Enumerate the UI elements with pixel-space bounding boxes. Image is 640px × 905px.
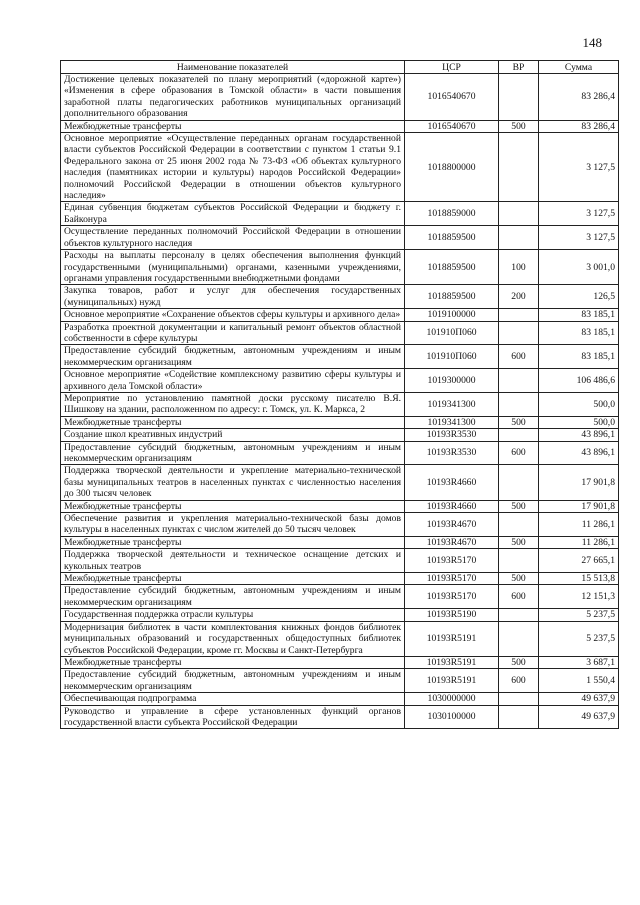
cell-vr xyxy=(499,133,539,202)
cell-sum: 3 127,5 xyxy=(539,133,619,202)
cell-vr xyxy=(499,549,539,573)
cell-sum: 83 286,4 xyxy=(539,74,619,121)
cell-vr: 600 xyxy=(499,669,539,693)
table-row xyxy=(61,392,619,416)
budget-table xyxy=(60,60,619,729)
header-name: Наименование показателей xyxy=(61,61,405,74)
cell-name: Поддержка творческой деятельности и укрепление материально-технической базы муниципальных театров в населенных пунктах с численностью населения до 300 тысяч человек xyxy=(61,465,405,500)
cell-csr: 1018859500 xyxy=(405,285,499,309)
cell-name: Государственная поддержка отрасли культуры xyxy=(61,609,405,621)
cell-vr xyxy=(499,429,539,441)
page-number: 148 xyxy=(582,35,602,50)
cell-name: Расходы на выплаты персоналу в целях обеспечения выполнения функций государственными (муниципальными) органами, казенными учреждениями, органами управления государственными внебюджетными фондами xyxy=(61,250,405,285)
cell-vr xyxy=(499,609,539,621)
header-sum: Сумма xyxy=(539,61,619,74)
cell-name: Закупка товаров, работ и услуг для обеспечения государственных (муниципальных) нужд xyxy=(61,285,405,309)
cell-csr: 101910П060 xyxy=(405,321,499,345)
cell-sum: 83 185,1 xyxy=(539,321,619,345)
cell-name: Единая субвенция бюджетам субъектов Российской Федерации и бюджету г. Байконура xyxy=(61,202,405,226)
table-row xyxy=(61,609,619,621)
cell-vr xyxy=(499,321,539,345)
cell-csr: 1018859500 xyxy=(405,250,499,285)
cell-csr: 10193R4670 xyxy=(405,536,499,548)
cell-vr: 600 xyxy=(499,441,539,465)
cell-vr: 600 xyxy=(499,585,539,609)
table-body xyxy=(61,74,619,729)
cell-name: Межбюджетные трансферты xyxy=(61,120,405,132)
cell-sum: 11 286,1 xyxy=(539,513,619,537)
cell-csr: 1018859500 xyxy=(405,226,499,250)
cell-vr: 500 xyxy=(499,656,539,668)
table-row xyxy=(61,621,619,656)
cell-name: Создание школ креативных индустрий xyxy=(61,429,405,441)
cell-vr xyxy=(499,513,539,537)
cell-csr: 10193R5191 xyxy=(405,621,499,656)
cell-vr: 500 xyxy=(499,120,539,132)
cell-csr: 1019100000 xyxy=(405,309,499,321)
cell-vr xyxy=(499,226,539,250)
cell-sum: 3 687,1 xyxy=(539,656,619,668)
cell-vr: 100 xyxy=(499,250,539,285)
header-csr: ЦСР xyxy=(405,61,499,74)
cell-csr: 1030000000 xyxy=(405,693,499,705)
table-row xyxy=(61,500,619,512)
cell-vr xyxy=(499,309,539,321)
cell-name: Осуществление переданных полномочий Российской Федерации в отношении объектов культурного наследия xyxy=(61,226,405,250)
table-row xyxy=(61,250,619,285)
cell-sum: 5 237,5 xyxy=(539,609,619,621)
table-row xyxy=(61,309,619,321)
cell-vr xyxy=(499,465,539,500)
cell-name: Поддержка творческой деятельности и техническое оснащение детских и кукольных театров xyxy=(61,549,405,573)
table-row xyxy=(61,202,619,226)
cell-name: Предоставление субсидий бюджетным, автономным учреждениям и иным некоммерческим организациям xyxy=(61,441,405,465)
cell-sum: 17 901,8 xyxy=(539,500,619,512)
table-row xyxy=(61,441,619,465)
cell-csr: 1018859000 xyxy=(405,202,499,226)
table-row xyxy=(61,513,619,537)
cell-sum: 12 151,3 xyxy=(539,585,619,609)
table-row xyxy=(61,321,619,345)
table-row xyxy=(61,585,619,609)
cell-sum: 3 001,0 xyxy=(539,250,619,285)
cell-csr: 1016540670 xyxy=(405,74,499,121)
cell-name: Разработка проектной документации и капитальный ремонт объектов областной собственности в сфере культуры xyxy=(61,321,405,345)
cell-csr: 10193R5191 xyxy=(405,669,499,693)
table-header-row xyxy=(61,61,619,74)
cell-name: Межбюджетные трансферты xyxy=(61,500,405,512)
cell-name: Обеспечение развития и укрепления материально-технической базы домов культуры в населенных пунктах с числом жителей до 50 тысяч человек xyxy=(61,513,405,537)
cell-sum: 3 127,5 xyxy=(539,202,619,226)
cell-vr xyxy=(499,392,539,416)
cell-vr: 500 xyxy=(499,500,539,512)
cell-sum: 5 237,5 xyxy=(539,621,619,656)
table-row xyxy=(61,416,619,428)
cell-name: Руководство и управление в сфере установленных функций органов государственной власти субъекта Российской Федерации xyxy=(61,705,405,729)
cell-name: Межбюджетные трансферты xyxy=(61,656,405,668)
cell-name: Межбюджетные трансферты xyxy=(61,416,405,428)
cell-csr: 10193R5170 xyxy=(405,585,499,609)
cell-vr: 600 xyxy=(499,345,539,369)
cell-sum: 83 185,1 xyxy=(539,345,619,369)
cell-name: Межбюджетные трансферты xyxy=(61,536,405,548)
cell-name: Основное мероприятие «Осуществление переданных органам государственной власти субъектов Российской Федерации в соответствии с пунктом 1 статьи 9.1 Федерального закона от 25 июня 2002 года № 73-ФЗ «Об объектах культурного наследия (памятниках истории и культуры) народов Российской Федерации» полномочий Российской Федерации в отношении объектов культурного наследия» xyxy=(61,133,405,202)
table-row xyxy=(61,285,619,309)
table-row xyxy=(61,133,619,202)
cell-name: Обеспечивающая подпрограмма xyxy=(61,693,405,705)
table-row xyxy=(61,536,619,548)
cell-sum: 106 486,6 xyxy=(539,369,619,393)
table-row xyxy=(61,573,619,585)
cell-csr: 10193R3530 xyxy=(405,429,499,441)
table-row xyxy=(61,549,619,573)
cell-name: Предоставление субсидий бюджетным, автономным учреждениям и иным некоммерческим организациям xyxy=(61,669,405,693)
cell-vr xyxy=(499,621,539,656)
cell-vr: 500 xyxy=(499,573,539,585)
cell-csr: 10193R3530 xyxy=(405,441,499,465)
cell-sum: 126,5 xyxy=(539,285,619,309)
table-row xyxy=(61,120,619,132)
table-row xyxy=(61,465,619,500)
cell-csr: 10193R4660 xyxy=(405,465,499,500)
cell-sum: 500,0 xyxy=(539,416,619,428)
table-row xyxy=(61,693,619,705)
table-row xyxy=(61,369,619,393)
cell-sum: 43 896,1 xyxy=(539,429,619,441)
cell-name: Достижение целевых показателей по плану мероприятий («дорожной карте») «Изменения в сфере образования в Томской области» в части повышения заработной платы педагогических работников муниципальных организаций дополнительного образования xyxy=(61,74,405,121)
cell-sum: 15 513,8 xyxy=(539,573,619,585)
cell-sum: 3 127,5 xyxy=(539,226,619,250)
cell-vr xyxy=(499,705,539,729)
cell-sum: 49 637,9 xyxy=(539,705,619,729)
table-row xyxy=(61,669,619,693)
cell-name: Модернизация библиотек в части комплектования книжных фондов библиотек муниципальных образований и государственных общедоступных библиотек субъектов Российской Федерации, кроме гг. Москвы и Санкт-Петербурга xyxy=(61,621,405,656)
table-row xyxy=(61,345,619,369)
cell-sum: 43 896,1 xyxy=(539,441,619,465)
cell-sum: 500,0 xyxy=(539,392,619,416)
cell-csr: 10193R5170 xyxy=(405,573,499,585)
cell-vr xyxy=(499,202,539,226)
table-row xyxy=(61,74,619,121)
table-row xyxy=(61,656,619,668)
cell-csr: 10193R5170 xyxy=(405,549,499,573)
cell-sum: 83 185,1 xyxy=(539,309,619,321)
cell-vr xyxy=(499,369,539,393)
cell-sum: 83 286,4 xyxy=(539,120,619,132)
cell-name: Мероприятие по установлению памятной доски русскому писателю В.Я. Шишкову на здании, расположенном по адресу: г. Томск, ул. К. Маркса, 2 xyxy=(61,392,405,416)
table-row xyxy=(61,226,619,250)
cell-vr: 500 xyxy=(499,536,539,548)
cell-vr: 200 xyxy=(499,285,539,309)
cell-csr: 1016540670 xyxy=(405,120,499,132)
cell-csr: 1018800000 xyxy=(405,133,499,202)
cell-name: Основное мероприятие «Сохранение объектов сферы культуры и архивного дела» xyxy=(61,309,405,321)
cell-csr: 10193R4660 xyxy=(405,500,499,512)
cell-sum: 49 637,9 xyxy=(539,693,619,705)
cell-sum: 1 550,4 xyxy=(539,669,619,693)
cell-vr: 500 xyxy=(499,416,539,428)
cell-csr: 1019341300 xyxy=(405,416,499,428)
cell-name: Межбюджетные трансферты xyxy=(61,573,405,585)
table-row xyxy=(61,429,619,441)
cell-sum: 27 665,1 xyxy=(539,549,619,573)
cell-name: Основное мероприятие «Содействие комплексному развитию сферы культуры и архивного дела Томской области» xyxy=(61,369,405,393)
cell-vr xyxy=(499,74,539,121)
cell-name: Предоставление субсидий бюджетным, автономным учреждениям и иным некоммерческим организациям xyxy=(61,585,405,609)
cell-sum: 11 286,1 xyxy=(539,536,619,548)
cell-csr: 10193R5191 xyxy=(405,656,499,668)
cell-sum: 17 901,8 xyxy=(539,465,619,500)
cell-vr xyxy=(499,693,539,705)
cell-csr: 1030100000 xyxy=(405,705,499,729)
cell-csr: 1019341300 xyxy=(405,392,499,416)
cell-name: Предоставление субсидий бюджетным, автономным учреждениям и иным некоммерческим организациям xyxy=(61,345,405,369)
cell-csr: 10193R5190 xyxy=(405,609,499,621)
table-row xyxy=(61,705,619,729)
header-vr: ВР xyxy=(499,61,539,74)
cell-csr: 10193R4670 xyxy=(405,513,499,537)
cell-csr: 1019300000 xyxy=(405,369,499,393)
cell-csr: 101910П060 xyxy=(405,345,499,369)
